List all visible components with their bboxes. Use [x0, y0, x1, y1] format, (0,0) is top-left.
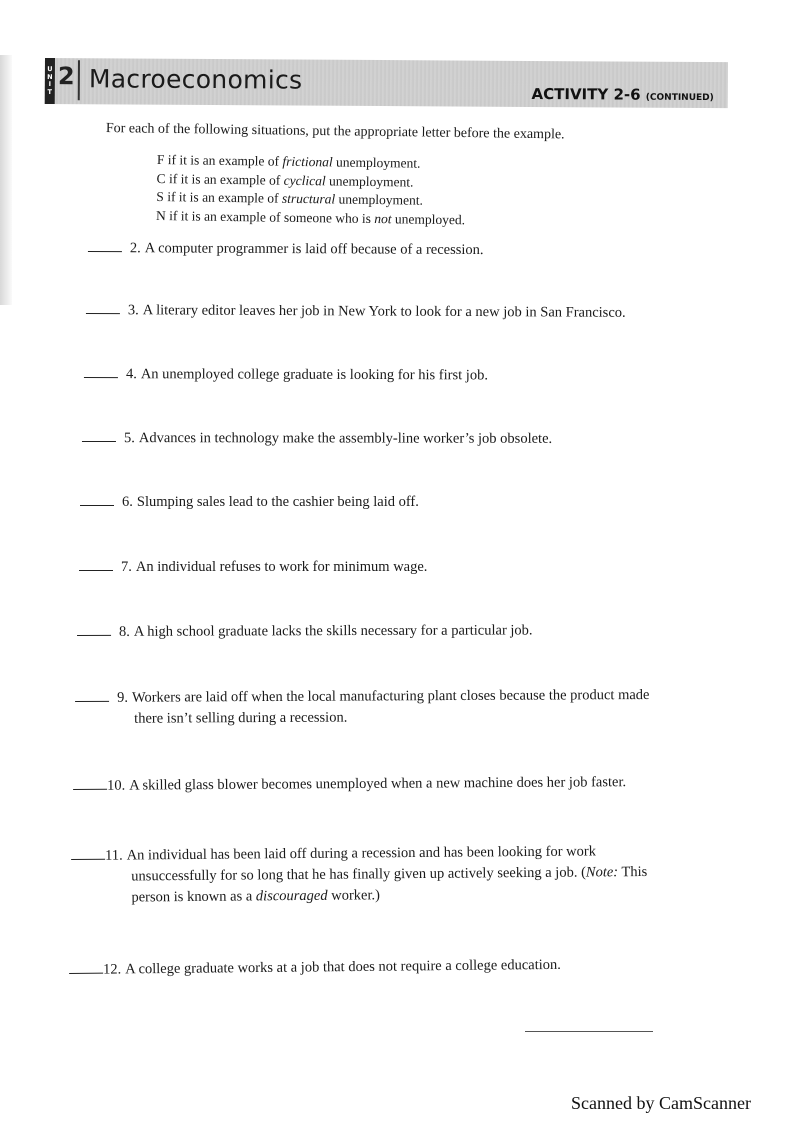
question-6: 6. Slumping sales lead to the cashier being laid off.: [80, 492, 419, 513]
unit-letter: I: [48, 80, 52, 89]
answer-blank[interactable]: [77, 634, 111, 636]
scanner-watermark: Scanned by CamScanner: [571, 1093, 751, 1113]
code-not-unemployed: N if it is an example of someone who is not unemployed.: [156, 207, 466, 227]
signature-line: [525, 1031, 653, 1032]
unit-label-strip: [45, 58, 55, 104]
answer-blank[interactable]: [79, 569, 113, 571]
answer-blank[interactable]: [80, 504, 114, 506]
code-structural: S if it is an example of structural unemployment.: [156, 188, 424, 208]
answer-blank[interactable]: [82, 440, 116, 442]
activity-continued: (CONTINUED): [645, 92, 714, 104]
question-2: 2. A computer programmer is laid off because of a recession.: [88, 238, 484, 261]
question-4: 4. An unemployed college graduate is looking for his first job.: [84, 364, 488, 386]
question-8: 8. A high school graduate lacks the skills necessary for a particular job.: [77, 620, 533, 643]
answer-blank[interactable]: [84, 376, 118, 378]
answer-blank[interactable]: [88, 250, 122, 252]
question-3: 3. A literary editor leaves her job in New York to look for a new job in San Francisco.: [86, 300, 626, 324]
instructions: For each of the following situations, put the appropriate letter before the example.: [105, 121, 565, 143]
question-11: 11. An individual has been laid off during a recession and has been looking for work unsuccessfully for so long that he has finally given up actively seeking a job. (Note: This person is known as a discouraged worker.): [71, 841, 648, 909]
unit-letter: N: [47, 72, 53, 81]
question-5: 5. Advances in technology make the assembly-line worker’s job obsolete.: [82, 428, 552, 450]
question-10: 10. A skilled glass blower becomes unemployed when a new machine does her job faster.: [73, 772, 626, 797]
code-cyclical: C if it is an example of cyclical unemployment.: [156, 170, 414, 190]
question-12: 12. A college graduate works at a job that does not require a college education.: [69, 955, 561, 981]
answer-key-list: [156, 151, 466, 229]
answer-blank[interactable]: [71, 858, 105, 860]
activity-number: ACTIVITY 2-6: [531, 84, 641, 104]
unit-letter: T: [47, 87, 53, 96]
unit-header: [45, 58, 728, 108]
code-frictional: F if it is an example of frictional unemployment.: [156, 151, 421, 171]
question-7: 7. An individual refuses to work for minimum wage.: [79, 557, 427, 578]
answer-blank[interactable]: [73, 788, 107, 790]
answer-blank[interactable]: [69, 972, 103, 974]
answer-blank[interactable]: [86, 312, 120, 314]
unit-letter: U: [47, 65, 53, 74]
unit-title: Macroeconomics: [88, 64, 303, 95]
unit-number: 2: [57, 62, 75, 91]
activity-label: [531, 85, 713, 104]
unit-divider: [78, 60, 80, 100]
page-edge-shadow: [0, 55, 12, 305]
answer-blank[interactable]: [75, 700, 109, 702]
question-9: 9. Workers are laid off when the local manufacturing plant closes because the product made there isn’t selling during a recession.: [75, 685, 650, 730]
